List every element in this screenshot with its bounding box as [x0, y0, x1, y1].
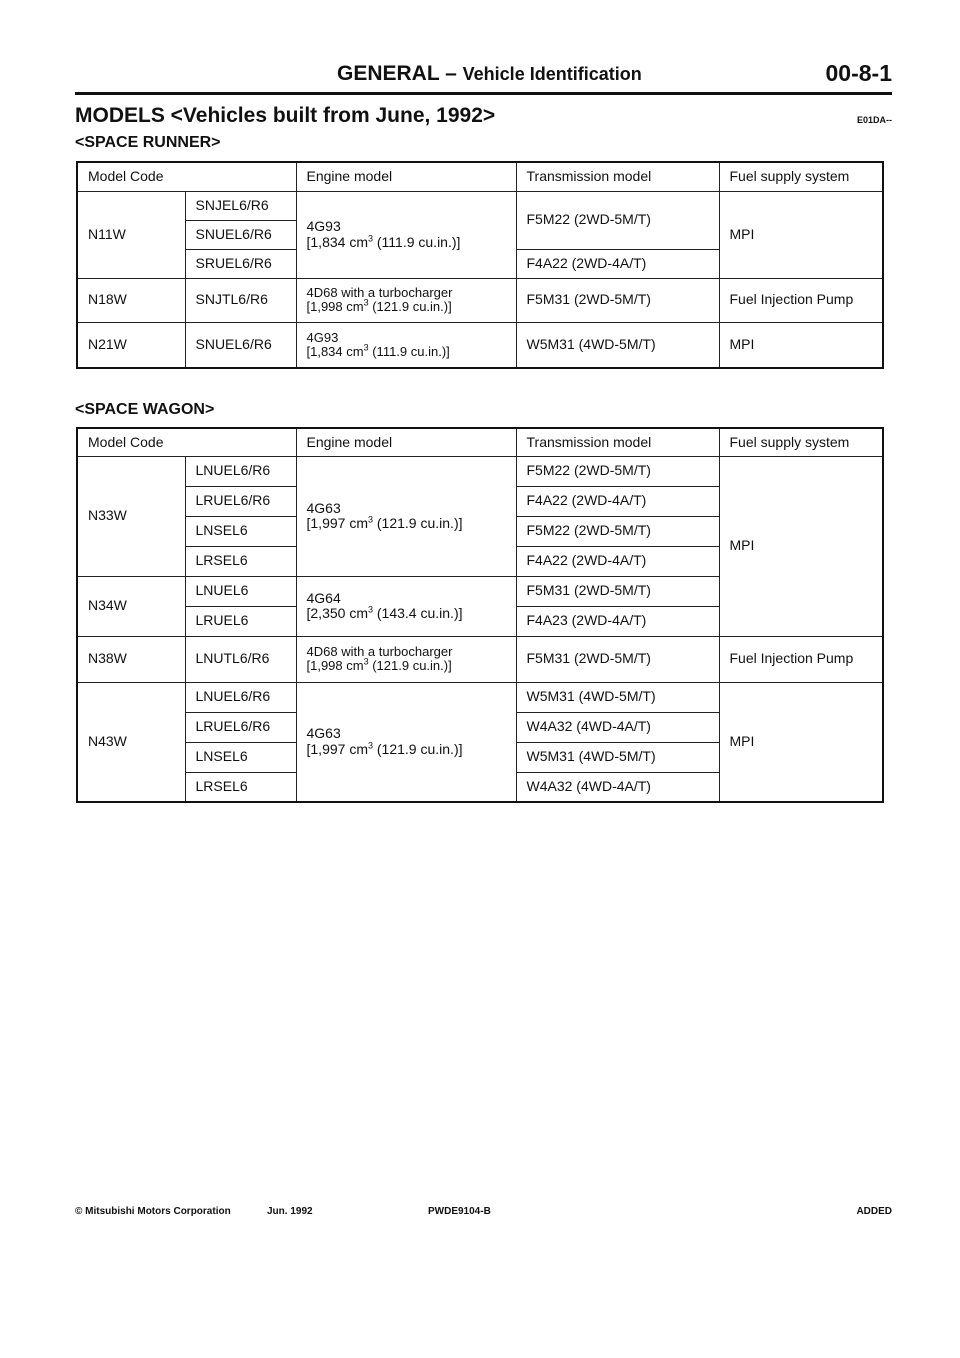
fuel-cell: MPI: [719, 682, 883, 802]
variant-cell: LNSEL6: [185, 516, 296, 546]
model-code-cell: N33W: [77, 456, 185, 576]
engine-disp-imperial: (121.9 cu.in.)]: [373, 740, 463, 757]
header-title-sub: Vehicle Identification: [462, 64, 642, 84]
fuel-cell: Fuel Injection Pump: [719, 278, 883, 322]
engine-disp-imperial: (121.9 cu.in.)]: [368, 299, 452, 314]
header-engine-model: Engine model: [296, 428, 516, 456]
model-code-cell: N34W: [77, 576, 185, 636]
model-code-cell: N43W: [77, 682, 185, 802]
footer-pub-code: PWDE9104-B: [428, 1206, 491, 1217]
header-title-main: GENERAL –: [337, 62, 463, 85]
variant-cell: SRUEL6/R6: [185, 249, 296, 278]
table-row: [77, 456, 883, 486]
engine-disp: [2,350 cm: [306, 605, 368, 621]
engine-cell: [296, 191, 516, 278]
table-header-row: [77, 162, 883, 191]
transmission-cell: F4A22 (2WD-4A/T): [516, 249, 719, 278]
engine-disp-sup: 3: [363, 656, 369, 667]
engine-disp-imperial: (111.9 cu.in.)]: [368, 343, 450, 359]
variant-cell: SNJTL6/R6: [185, 278, 296, 322]
transmission-cell: F5M31 (2WD-5M/T): [516, 278, 719, 322]
engine-cell: [296, 278, 516, 322]
fuel-cell: Fuel Injection Pump: [719, 636, 883, 682]
space-wagon-table: [76, 427, 884, 803]
transmission-cell: F5M22 (2WD-5M/T): [516, 516, 719, 546]
engine-disp-imperial: (143.4 cu.in.)]: [373, 605, 463, 621]
engine-cell: [296, 576, 516, 636]
transmission-cell: F5M22 (2WD-5M/T): [516, 191, 719, 249]
variant-cell: LRUEL6/R6: [185, 486, 296, 516]
model-code-cell: N21W: [77, 322, 185, 368]
footer-date: Jun. 1992: [267, 1206, 313, 1217]
engine-name: 4D68 with a turbocharger: [306, 644, 453, 660]
variant-cell: LRSEL6: [185, 772, 296, 802]
variant-cell: LNUEL6: [185, 576, 296, 606]
transmission-cell: W5M31 (4WD-5M/T): [516, 322, 719, 368]
engine-disp-imperial: (111.9 cu.in.)]: [373, 233, 461, 250]
table-row: [77, 682, 883, 712]
engine-disp: [1,997 cm: [306, 515, 368, 531]
fuel-cell: MPI: [719, 322, 883, 368]
fuel-cell: MPI: [719, 456, 883, 636]
engine-name: 4G93: [306, 330, 339, 346]
transmission-cell: W4A32 (4WD-4A/T): [516, 772, 719, 802]
models-heading: MODELS <Vehicles built from June, 1992>: [75, 104, 496, 127]
model-code-cell: N18W: [77, 278, 185, 322]
engine-name: 4G64: [306, 589, 341, 606]
variant-cell: LRSEL6: [185, 546, 296, 576]
engine-name: 4G63: [306, 725, 341, 742]
space-runner-title: <SPACE RUNNER>: [75, 134, 221, 151]
space-wagon-title: <SPACE WAGON>: [75, 401, 215, 418]
variant-cell: LNSEL6: [185, 742, 296, 772]
transmission-cell: F5M22 (2WD-5M/T): [516, 456, 719, 486]
model-code-cell: N38W: [77, 636, 185, 682]
variant-cell: SNJEL6/R6: [185, 191, 296, 220]
engine-disp: [1,998 cm: [306, 299, 364, 314]
engine-name: 4G63: [306, 499, 341, 516]
transmission-cell: F4A22 (2WD-4A/T): [516, 486, 719, 516]
engine-disp-imperial: (121.9 cu.in.)]: [373, 515, 463, 531]
engine-cell: [296, 636, 516, 682]
space-runner-table: [76, 161, 884, 369]
engine-disp: [1,998 cm: [306, 658, 364, 673]
variant-cell: SNUEL6/R6: [185, 220, 296, 249]
table-row: [77, 636, 883, 682]
variant-cell: LNUTL6/R6: [185, 636, 296, 682]
engine-name: 4D68 with a turbocharger: [306, 285, 453, 301]
table-row: [77, 278, 883, 322]
engine-disp-sup: 3: [367, 740, 373, 751]
engine-name: 4G93: [306, 218, 341, 235]
variant-cell: LRUEL6/R6: [185, 712, 296, 742]
transmission-cell: F4A22 (2WD-4A/T): [516, 546, 719, 576]
header-transmission-model: Transmission model: [516, 428, 719, 456]
transmission-cell: F5M31 (2WD-5M/T): [516, 576, 719, 606]
transmission-cell: W4A32 (4WD-4A/T): [516, 712, 719, 742]
engine-disp: [1,834 cm: [306, 233, 368, 250]
model-code-cell: N11W: [77, 191, 185, 278]
table-row: [77, 322, 883, 368]
variant-cell: LNUEL6/R6: [185, 456, 296, 486]
engine-disp-sup: 3: [367, 604, 373, 615]
engine-disp-sup: 3: [367, 232, 373, 243]
header-engine-model: Engine model: [296, 162, 516, 191]
fuel-cell: MPI: [719, 191, 883, 278]
engine-disp: [1,834 cm: [306, 343, 364, 359]
table-header-row: [77, 428, 883, 456]
footer-status: ADDED: [856, 1206, 892, 1217]
header-fuel-supply-system: Fuel supply system: [719, 162, 883, 191]
variant-cell: SNUEL6/R6: [185, 322, 296, 368]
variant-cell: LRUEL6: [185, 606, 296, 636]
transmission-cell: W5M31 (4WD-5M/T): [516, 682, 719, 712]
header-title: [337, 62, 642, 86]
footer-copyright: © Mitsubishi Motors Corporation: [75, 1206, 231, 1217]
page-header: [75, 58, 892, 95]
transmission-cell: W5M31 (4WD-5M/T): [516, 742, 719, 772]
header-transmission-model: Transmission model: [516, 162, 719, 191]
header-model-code: Model Code: [77, 428, 296, 456]
engine-cell: [296, 322, 516, 368]
engine-cell: [296, 456, 516, 576]
engine-disp-sup: 3: [363, 297, 369, 308]
transmission-cell: F4A23 (2WD-4A/T): [516, 606, 719, 636]
engine-cell: [296, 682, 516, 802]
doc-code: E01DA--: [856, 115, 892, 125]
variant-cell: LNUEL6/R6: [185, 682, 296, 712]
header-model-code: Model Code: [77, 162, 296, 191]
engine-disp-sup: 3: [363, 342, 369, 353]
page-number: 00-8-1: [825, 60, 892, 86]
transmission-cell: F5M31 (2WD-5M/T): [516, 636, 719, 682]
engine-disp: [1,997 cm: [306, 740, 368, 757]
header-fuel-supply-system: Fuel supply system: [719, 428, 883, 456]
table-row: [77, 191, 883, 220]
engine-disp-imperial: (121.9 cu.in.)]: [368, 658, 452, 673]
engine-disp-sup: 3: [367, 514, 373, 525]
